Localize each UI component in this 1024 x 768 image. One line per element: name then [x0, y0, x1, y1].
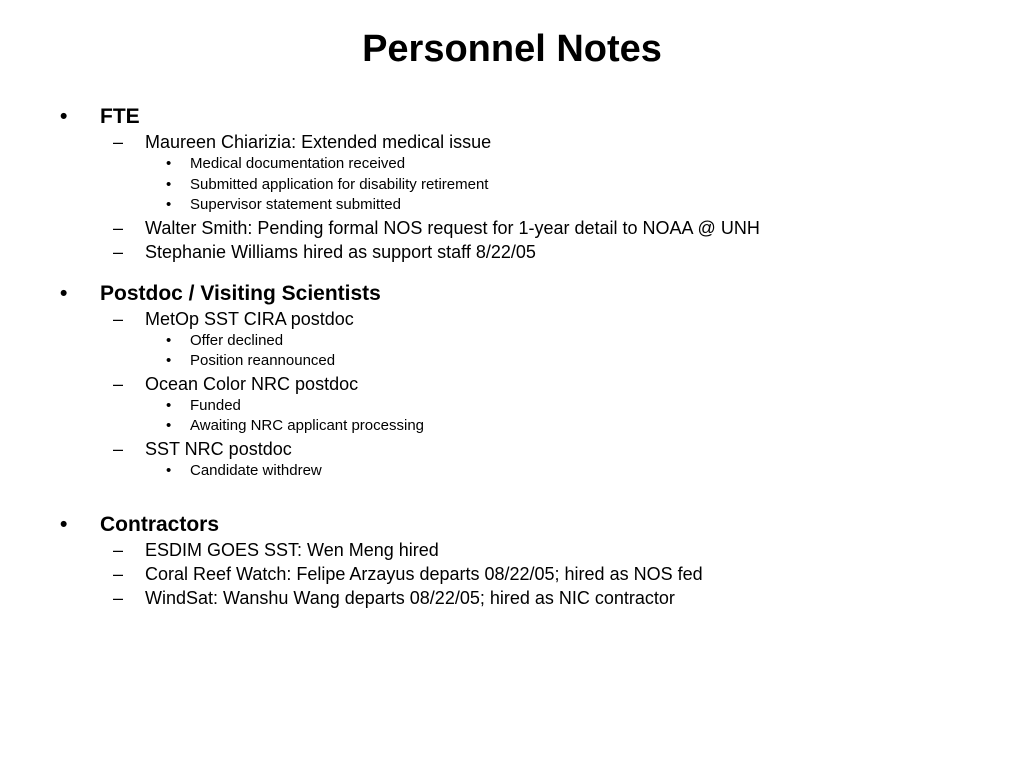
section-spacer [0, 264, 1024, 281]
sub-list-item-text: Candidate withdrew [190, 461, 322, 479]
sub-list-item [0, 461, 1024, 482]
dash-bullet-icon: – [113, 308, 124, 329]
sub-list-item-text: Medical documentation received [190, 155, 406, 172]
section-heading [0, 281, 1024, 307]
dash-bullet-icon: – [113, 132, 124, 152]
list-item-text: Walter Smith: Pending formal NOS request for 1-year detail to NOAA @ UNH [145, 217, 760, 238]
bullet-icon: • [166, 461, 172, 479]
list-item-text: Coral Reef Watch: Felipe Arzayus departs 08/22/05; hired as NOS fed [145, 564, 703, 584]
list-item [0, 538, 1024, 562]
list-item [0, 130, 1024, 154]
list-item-text: Ocean Color NRC postdoc [145, 373, 359, 394]
section-heading [0, 512, 1024, 538]
list-item-text: MetOp SST CIRA postdoc [145, 308, 354, 329]
section-heading [0, 104, 1024, 130]
list-item [0, 216, 1024, 240]
bullet-icon: • [166, 352, 172, 369]
dash-bullet-icon: – [113, 540, 124, 560]
sub-list-item-text: Submitted application for disability retirement [190, 175, 489, 193]
list-item [0, 586, 1024, 610]
dash-bullet-icon: – [113, 373, 124, 394]
list-item-text: Maureen Chiarizia: Extended medical issue [145, 132, 492, 152]
dash-bullet-icon: – [113, 217, 124, 238]
section-heading-text: FTE [100, 105, 140, 128]
sub-list-item [0, 331, 1024, 352]
list-item-text: ESDIM GOES SST: Wen Meng hired [145, 540, 439, 560]
sub-list-item [0, 351, 1024, 372]
bullet-icon: • [60, 105, 68, 128]
list-item-text: Stephanie Williams hired as support staff 8/22/05 [145, 241, 536, 262]
list-item [0, 372, 1024, 396]
dash-bullet-icon: – [113, 564, 124, 584]
slide-body [0, 104, 1024, 610]
list-item [0, 307, 1024, 331]
list-item [0, 240, 1024, 264]
section-contractors [0, 512, 1024, 610]
sub-list-item-text: Awaiting NRC applicant processing [190, 417, 425, 434]
bullet-icon: • [166, 396, 172, 414]
dash-bullet-icon: – [113, 438, 124, 459]
sub-list-item-text: Offer declined [190, 331, 284, 349]
section-heading-text: Contractors [100, 513, 220, 536]
bullet-icon: • [60, 281, 68, 305]
sub-list-item-text: Funded [190, 396, 241, 414]
section-heading-text: Postdoc / Visiting Scientists [100, 281, 381, 305]
list-item [0, 437, 1024, 461]
sub-list-item [0, 154, 1024, 175]
sub-list-item-text: Position reannounced [190, 352, 336, 369]
section-fte [0, 104, 1024, 264]
bullet-icon: • [166, 155, 172, 172]
bullet-icon: • [166, 417, 172, 434]
bullet-icon: • [60, 513, 68, 536]
list-item-text: SST NRC postdoc [145, 438, 292, 459]
sub-list-item [0, 175, 1024, 196]
bullet-icon: • [166, 175, 172, 193]
sub-list-item [0, 416, 1024, 437]
sub-list-item-text: Supervisor statement submitted [190, 196, 401, 213]
sub-list-item [0, 195, 1024, 216]
slide-title: Personnel Notes [362, 28, 662, 70]
list-item-text: WindSat: Wanshu Wang departs 08/22/05; hired as NIC contractor [145, 588, 675, 608]
dash-bullet-icon: – [113, 588, 124, 608]
section-postdoc [0, 281, 1024, 482]
dash-bullet-icon: – [113, 241, 124, 262]
list-item [0, 562, 1024, 586]
sub-list-item [0, 396, 1024, 417]
bullet-icon: • [166, 331, 172, 349]
bullet-icon: • [166, 196, 172, 213]
section-spacer [0, 481, 1024, 512]
